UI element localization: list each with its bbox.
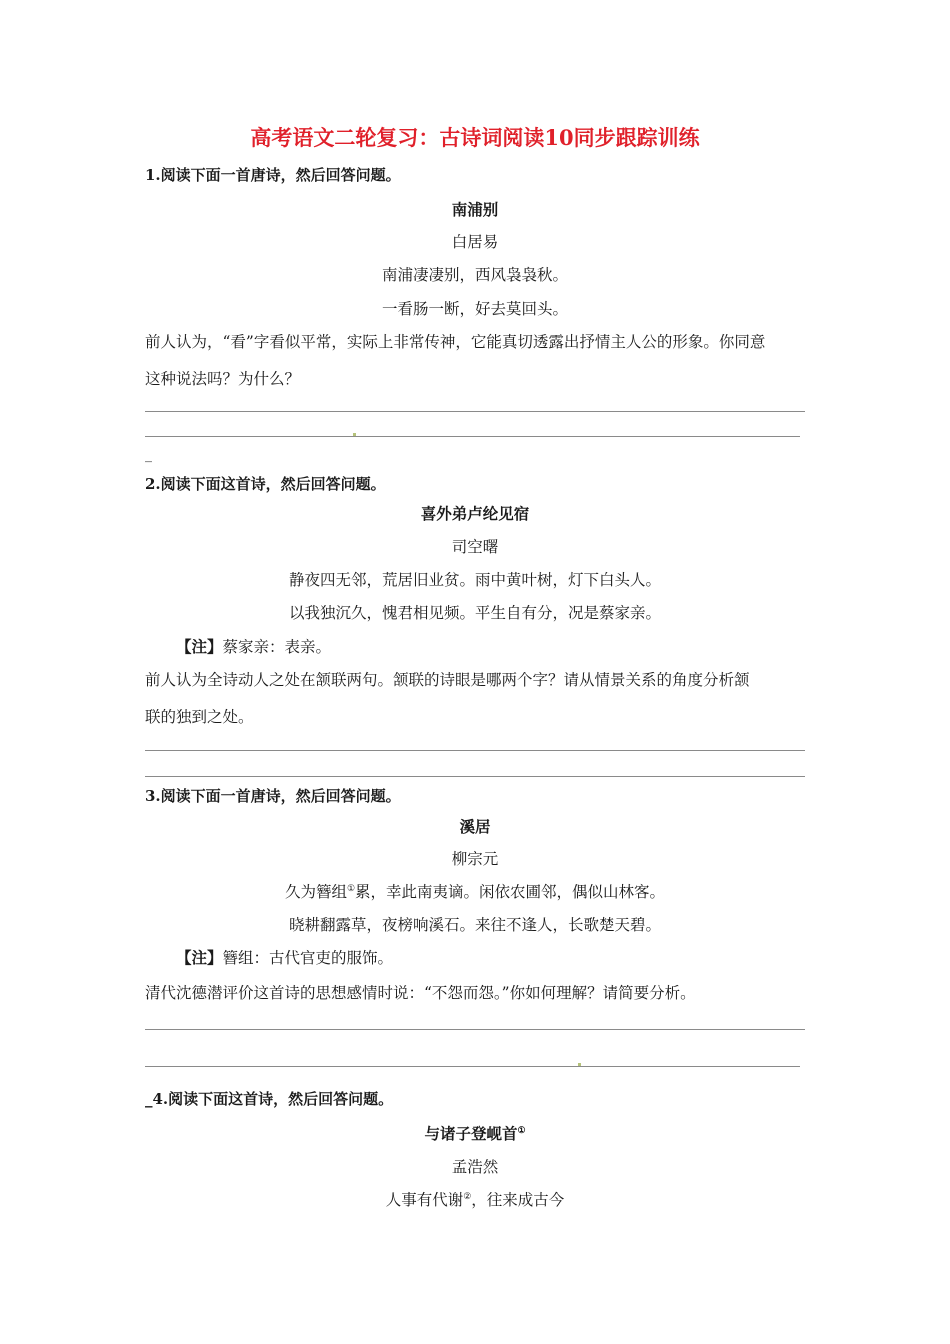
q1-author: 白居易 xyxy=(451,233,499,251)
q4-poem-title xyxy=(0,1122,950,1144)
q1-poem-line-2: 一看肠一断，好去莫回头。 xyxy=(381,300,568,318)
q4-title-footnote-marker: ① xyxy=(517,1125,526,1136)
q2-poem-line-1: 静夜四无邻，荒居旧业贫。雨中黄叶树，灯下白头人。 xyxy=(288,571,661,589)
q3-note-text: 簪组：古代官吏的服饰。 xyxy=(222,949,394,967)
q4-line1-part-b: ，往来成古今 xyxy=(471,1191,565,1209)
q3-line1-part-a: 久为簪组 xyxy=(284,883,347,901)
q2-poem-line-2: 以我独沉久，愧君相见频。平生自有分，况是蔡家亲。 xyxy=(288,604,661,622)
q3-answer-line-1 xyxy=(145,1029,805,1030)
q3-author: 柳宗元 xyxy=(451,850,499,868)
q1-question-line-1: 前人认为，“看”字看似平常，实际上非常传神，它能真切透露出抒情主人公的形象。你同意 xyxy=(145,333,766,351)
document-title: 高考语文二轮复习：古诗词阅读10同步跟踪训练 xyxy=(250,125,700,150)
q2-question-line-1: 前人认为全诗动人之处在颔联两句。颔联的诗眼是哪两个字？请从情景关系的角度分析颔 xyxy=(145,671,750,689)
q3-answer-line-2 xyxy=(145,1066,800,1067)
q4-line1-part-a: 人事有代谢 xyxy=(385,1191,464,1209)
q3-poem-line-2: 晓耕翻露草，夜榜响溪石。来往不逢人，长歌楚天碧。 xyxy=(288,916,661,934)
marker-dot xyxy=(353,433,356,436)
q1-answer-line-2 xyxy=(145,436,800,437)
q3-footnote-marker: ① xyxy=(346,883,356,894)
q4-heading: _4.阅读下面这首诗，然后回答问题。 xyxy=(145,1090,394,1108)
q3-question: 清代沈德潜评价这首诗的思想感情时说：“不怨而怨。”你如何理解？请简要分析。 xyxy=(145,984,696,1002)
q4-poem-title-text: 与诸子登岘首 xyxy=(424,1124,518,1143)
q2-poem-title: 喜外弟卢纶见宿 xyxy=(420,504,530,523)
q2-note xyxy=(176,635,331,657)
q2-heading: 2.阅读下面这首诗，然后回答问题。 xyxy=(145,475,386,493)
q1-heading: 1.阅读下面一首唐诗，然后回答问题。 xyxy=(145,166,401,184)
q1-question-line-2: 这种说法吗？为什么？ xyxy=(145,370,301,388)
q1-stray-dash: _ xyxy=(145,447,152,463)
q3-line1-part-b: 累，幸此南夷谪。闲依农圃邻，偶似山林客。 xyxy=(355,883,666,901)
q4-footnote-marker: ② xyxy=(463,1191,472,1202)
q2-author: 司空曙 xyxy=(451,538,499,556)
q2-answer-line-1 xyxy=(145,750,805,751)
q3-poem-line-1 xyxy=(0,880,950,902)
q2-question-line-2: 联的独到之处。 xyxy=(145,708,254,726)
q2-note-text: 蔡家亲：表亲。 xyxy=(222,638,332,656)
q1-poem-title: 南浦别 xyxy=(451,200,499,219)
q1-answer-line-1 xyxy=(145,411,805,412)
q2-note-label: 【注】 xyxy=(176,637,223,656)
q4-author: 孟浩然 xyxy=(451,1158,499,1176)
q3-poem-title: 溪居 xyxy=(459,817,491,836)
q2-answer-line-2 xyxy=(145,776,805,777)
q1-poem-line-1: 南浦凄凄别，西风袅袅秋。 xyxy=(381,266,568,284)
marker-dot xyxy=(578,1063,581,1066)
q3-note xyxy=(176,946,393,968)
q4-poem-line-1 xyxy=(0,1188,950,1210)
q3-note-label: 【注】 xyxy=(176,948,223,967)
q3-heading: 3.阅读下面一首唐诗，然后回答问题。 xyxy=(145,787,401,805)
